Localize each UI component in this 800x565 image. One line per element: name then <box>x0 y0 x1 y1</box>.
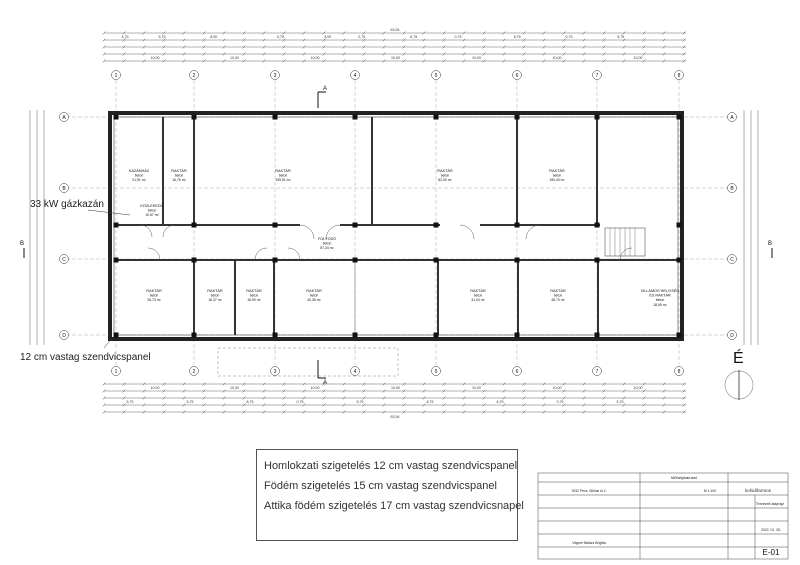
axis-label-row: B <box>62 185 66 192</box>
column <box>515 258 520 263</box>
dim-label-grid-bottom: 10,00 <box>150 386 160 390</box>
title-date: 2022. 01. 25. <box>761 528 781 532</box>
axis-label-col: 6 <box>515 368 519 375</box>
column <box>434 258 439 263</box>
column <box>114 115 119 120</box>
column <box>434 333 439 338</box>
dim-label-grid-bottom: 10,00 <box>552 386 562 390</box>
axis-label-col: 5 <box>434 72 438 79</box>
dim-label-bottom: 8,75 <box>426 400 434 404</box>
column <box>677 333 682 338</box>
axis-label-col: 1 <box>114 368 118 375</box>
column <box>515 115 520 120</box>
room-label: 21,91 m² <box>132 178 146 183</box>
dim-label-top: 5,00 <box>324 35 332 39</box>
axis-label-col: 5 <box>434 368 438 375</box>
dim-label-grid-top: 10,00 <box>230 56 239 60</box>
dim-label-top: 5,75 <box>617 35 625 39</box>
room-label: beton <box>134 173 144 178</box>
room-label: beton <box>147 208 157 213</box>
column <box>114 223 119 228</box>
room-label: 16,76 m² <box>172 178 186 183</box>
room-label: RAKTÁR <box>549 169 565 173</box>
overall-dimension: 63,94 <box>390 28 400 32</box>
title-company: kohidifarmos <box>744 488 772 493</box>
dim-label-grid-bottom: 10,00 <box>230 386 239 390</box>
title-designer: Vágner Balázs Brigitta <box>572 541 606 545</box>
column <box>353 223 358 228</box>
column <box>595 333 600 338</box>
dim-label-top: 4,75 <box>121 35 129 39</box>
room-label: RAKTÁR <box>550 289 566 293</box>
axis-label-col: 8 <box>677 72 681 79</box>
room-label: VILLAMOS HELYISÉG <box>640 289 680 293</box>
column <box>595 258 600 263</box>
north-label: É <box>733 350 744 367</box>
dim-label-top: 0,75 <box>565 35 573 39</box>
dim-label-top: 0,75 <box>358 35 366 39</box>
room-label: beton <box>210 293 220 298</box>
room-label: beton <box>149 293 159 298</box>
column <box>595 115 600 120</box>
dim-label-top: 0,75 <box>454 35 462 39</box>
room-label: 87,24 m² <box>320 246 334 251</box>
dim-label-grid-bottom: 10,00 <box>472 386 481 390</box>
axis-label-col: 4 <box>353 368 357 375</box>
room-label: FOLYOSÓ <box>317 237 337 241</box>
dim-label-top: 8,50 <box>210 35 218 39</box>
room-label: RAKTÁR <box>306 289 322 293</box>
title-address: 7632 Pécs, Siklósi út 2. <box>571 489 607 493</box>
axis-label-col: 8 <box>677 368 681 375</box>
room-label: RAKTÁR <box>275 169 291 173</box>
interior-walls <box>114 117 678 335</box>
room-label: 48,73 m² <box>551 298 565 303</box>
axis-label-row: C <box>62 256 66 263</box>
column <box>353 258 358 263</box>
room-label: beton <box>440 173 450 178</box>
axis-label-col: 7 <box>595 72 599 79</box>
dim-label-grid-top: 10,00 <box>633 56 643 60</box>
room-label: RAKTÁR <box>246 289 262 293</box>
axis-label-row: D <box>730 332 734 339</box>
section-marker-b <box>24 248 772 258</box>
gas-boiler-annotation: 33 kW gázkazán <box>30 199 104 210</box>
room-label: 16,37 m² <box>208 298 222 303</box>
title-block <box>538 473 788 559</box>
column <box>434 115 439 120</box>
room-label: 40,36 m² <box>307 298 321 303</box>
dim-label-bottom: 5,75 <box>356 400 364 404</box>
stair-treads <box>610 228 635 256</box>
dim-label-grid-top: 10,00 <box>310 56 320 60</box>
axis-label-col: 7 <box>595 368 599 375</box>
dim-label-bottom: 5,75 <box>616 400 624 404</box>
dim-label-grid-bottom: 10,00 <box>633 386 643 390</box>
overall-dimension-bottom: 63,94 <box>390 415 400 419</box>
room-label: KÖZLEKEDŐ <box>140 204 164 208</box>
room-label: ÉS RAKTÁR <box>649 293 671 298</box>
column <box>192 115 197 120</box>
section-label-b-right: B <box>768 241 773 247</box>
column <box>273 258 278 263</box>
room-label: beton <box>309 293 319 298</box>
door-swings <box>140 225 632 260</box>
axis-label-col: 3 <box>273 72 277 79</box>
room-label: RAKTÁR <box>437 169 453 173</box>
title-project: Műhelykarusel <box>671 475 697 480</box>
axis-label-col: 1 <box>114 72 118 79</box>
dim-label-grid-bottom: 10,00 <box>391 386 400 390</box>
left-dimension-chains <box>30 110 44 345</box>
room-label: beton <box>278 173 288 178</box>
column <box>515 223 520 228</box>
title-sheet-no: E-01 <box>762 548 780 557</box>
column <box>114 333 119 338</box>
room-label: RAKTÁR <box>146 289 162 293</box>
grid-axes <box>60 80 736 365</box>
room-label: RAKTÁR <box>171 169 187 173</box>
room-label: beton <box>473 293 483 298</box>
note-facade: Homlokzati szigetelés 12 cm vastag szendvicspanel <box>264 460 518 472</box>
column <box>192 258 197 263</box>
room-label: beton <box>553 293 563 298</box>
dim-label-top: 5,75 <box>158 35 166 39</box>
section-label-b-left: B <box>20 241 25 247</box>
grid-axis-bubbles <box>60 71 737 376</box>
dim-label-bottom: 5,75 <box>126 400 134 404</box>
axis-label-row: D <box>62 332 66 339</box>
dim-label-bottom: 8,75 <box>246 400 254 404</box>
note-attic: Attika födém szigetelés 17 cm vastag szendvicsnapel <box>264 500 524 512</box>
dim-label-grid-top: 10,00 <box>472 56 481 60</box>
room-label: RAKTÁR <box>470 289 486 293</box>
axis-label-row: A <box>730 114 734 121</box>
room-label: beton <box>552 173 562 178</box>
dim-label-top: 6,75 <box>513 35 521 39</box>
column <box>353 333 358 338</box>
dim-label-bottom: 0,75 <box>296 400 304 404</box>
room-label: 159,51 m² <box>275 178 291 183</box>
dim-label-grid-top: 10,00 <box>552 56 562 60</box>
external-canopy <box>218 348 398 376</box>
title-scale: M 1:100 <box>703 489 717 493</box>
dim-label-bottom: 5,75 <box>186 400 194 404</box>
axis-label-row: A <box>62 114 66 121</box>
room-label: beton <box>655 298 665 303</box>
column <box>273 223 278 228</box>
dim-label-top: 0,75 <box>276 35 284 39</box>
dim-label-top: 6,75 <box>410 35 418 39</box>
panel-annotation: 12 cm vastag szendvicspanel <box>20 352 151 363</box>
section-label-a-top: A <box>323 86 328 92</box>
room-label: RAKTÁR <box>207 289 223 293</box>
axis-label-col: 4 <box>353 72 357 79</box>
dimension-labels <box>122 35 643 404</box>
room-label: 18,65 m² <box>653 302 667 307</box>
dim-label-bottom: 6,75 <box>496 400 504 404</box>
column <box>677 223 682 228</box>
dim-label-bottom: 0,75 <box>556 400 564 404</box>
section-label-a-bottom: A <box>323 380 328 386</box>
dim-label-grid-top: 10,00 <box>150 56 160 60</box>
dim-label-grid-top: 10,00 <box>391 56 400 60</box>
axis-label-row: C <box>730 256 734 263</box>
column <box>677 115 682 120</box>
room-label: 26,73 m² <box>147 298 161 303</box>
room-label: beton <box>249 293 259 298</box>
column <box>595 223 600 228</box>
room-label: 10,57 m² <box>145 213 159 218</box>
room-label: 82,00 m² <box>438 178 452 183</box>
room-label: 16,90 m² <box>247 298 261 303</box>
room-label: 150,40 m² <box>549 178 565 183</box>
column <box>353 115 358 120</box>
insulation-notes-box <box>256 449 524 541</box>
room-label: beton <box>322 241 332 246</box>
note-ceiling: Födém szigetelés 15 cm vastag szendvicspanel <box>264 480 497 492</box>
column <box>273 333 278 338</box>
right-dimension-chains <box>744 110 758 345</box>
axis-label-row: B <box>730 185 734 192</box>
title-drawing: Tervezett alaprajz <box>755 502 785 506</box>
north-arrow <box>725 370 753 400</box>
column <box>192 333 197 338</box>
axis-label-col: 6 <box>515 72 519 79</box>
room-label: KAZÁNHÁZ <box>128 169 150 173</box>
column <box>515 333 520 338</box>
column <box>434 223 439 228</box>
column <box>677 258 682 263</box>
dim-label-grid-bottom: 10,00 <box>310 386 320 390</box>
column <box>114 258 119 263</box>
column <box>192 223 197 228</box>
axis-label-col: 3 <box>273 368 277 375</box>
axis-label-col: 2 <box>192 72 196 79</box>
axis-label-col: 2 <box>192 368 196 375</box>
column <box>273 115 278 120</box>
room-label: 31,04 m² <box>471 298 485 303</box>
room-label: beton <box>174 173 184 178</box>
